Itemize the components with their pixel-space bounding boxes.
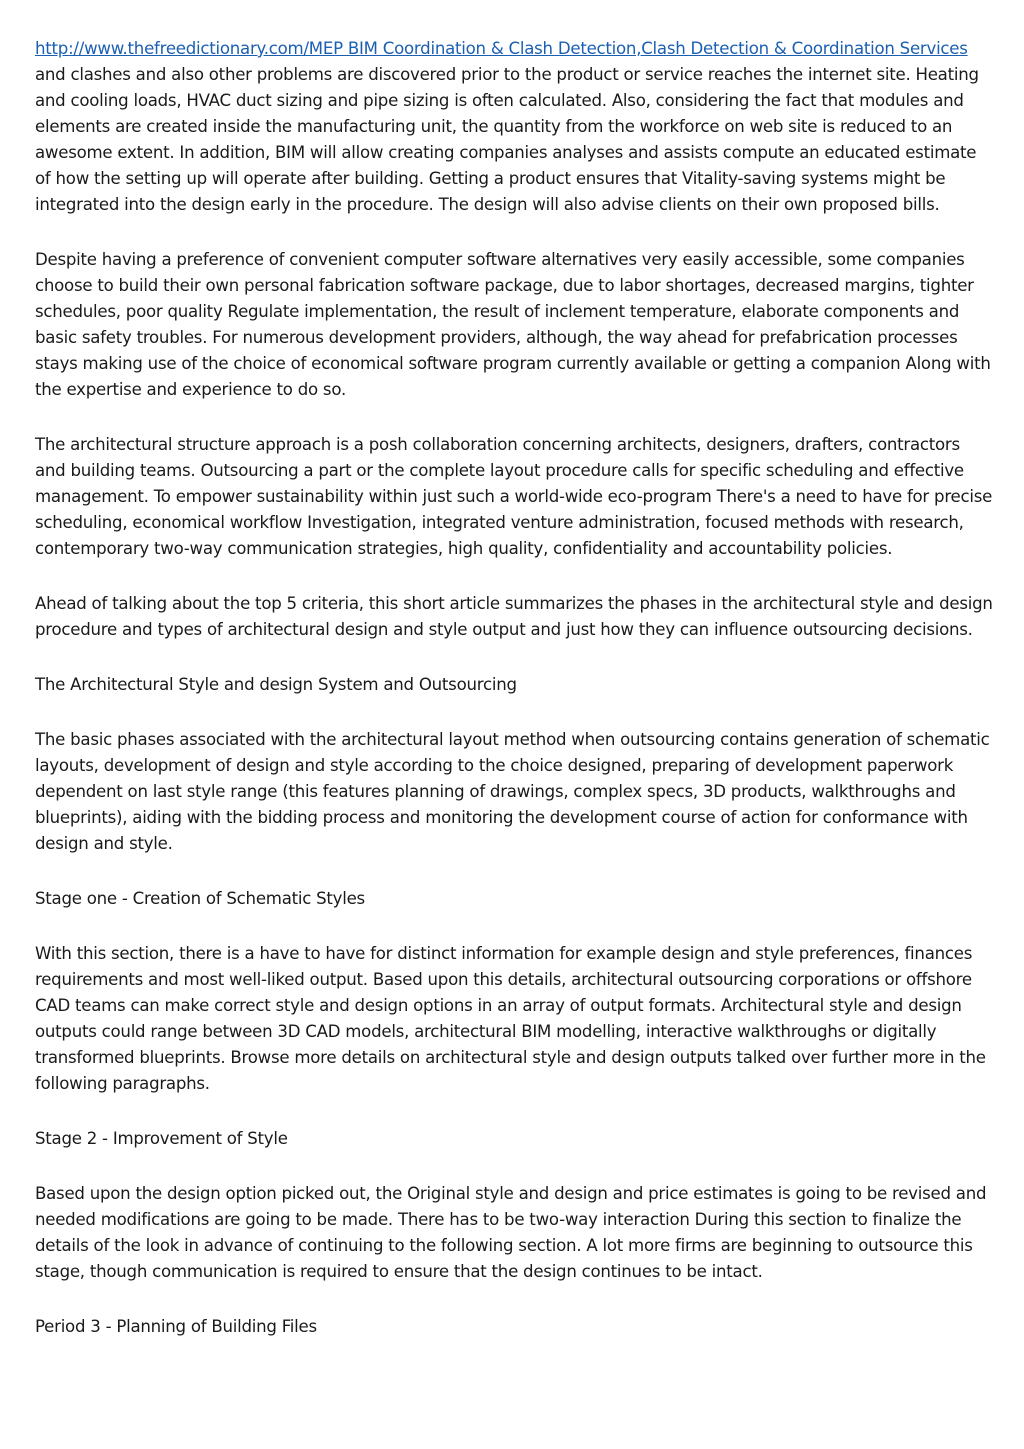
body-paragraph: Ahead of talking about the top 5 criteria, this short article summarizes the phases in the architectural style and design procedure and types of architectural design and style output and just how they can influence outsourcing decisions.: [35, 594, 993, 639]
section-heading: The Architectural Style and design System and Outsourcing: [35, 675, 517, 694]
stage-heading: Period 3 - Planning of Building Files: [35, 1317, 317, 1336]
intro-paragraph: [35, 36, 993, 218]
body-paragraph: The basic phases associated with the architectural layout method when outsourcing contains generation of schematic layouts, development of design and style according to the choice designed, preparing of development paperwork dependent on last style range (this features planning of drawings, complex specs, 3D products, walkthroughs and blueprints), aiding with the bidding process and monitoring the development course of action for conformance with design and style.: [35, 730, 990, 853]
body-paragraph: Based upon the design option picked out, the Original style and design and price estimates is going to be revised and needed modifications are going to be made. There has to be two-way interaction During this section to finalize the details of the look in advance of continuing to the following section. A lot more firms are beginning to outsource this stage, though communication is required to ensure that the design continues to be intact.: [35, 1184, 987, 1281]
body-paragraph: Despite having a preference of convenient computer software alternatives very easily accessible, some companies choose to build their own personal fabrication software package, due to labor shortages, decreased margins, tighter schedules, poor quality Regulate implementation, the result of inclement temperature, elaborate components and basic safety troubles. For numerous development providers, although, the way ahead for prefabrication processes stays making use of the choice of economical software program currently available or getting a companion Along with the expertise and experience to do so.: [35, 250, 991, 399]
stage-heading: Stage one - Creation of Schematic Styles: [35, 889, 365, 908]
document-body: [35, 36, 993, 1369]
source-link[interactable]: http://www.thefreedictionary.com/MEP BIM Coordination & Clash Detection,Clash Detection & Coordination Services: [35, 39, 968, 58]
intro-text: and clashes and also other problems are discovered prior to the product or service reaches the internet site. Heating and cooling loads, HVAC duct sizing and pipe sizing is often calculated. Also, considering the fact that modules and elements are created inside the manufacturing unit, the quantity from the workforce on web site is reduced to an awesome extent. In addition, BIM will allow creating companies analyses and assists compute an educated estimate of how the setting up will operate after building. Getting a product ensures that Vitality-saving systems might be integrated into the design early in the procedure. The design will also advise clients on their own proposed bills.: [35, 65, 979, 214]
stage-heading: Stage 2 - Improvement of Style: [35, 1129, 288, 1148]
body-paragraph: The architectural structure approach is a posh collaboration concerning architects, designers, drafters, contractors and building teams. Outsourcing a part or the complete layout procedure calls for specific scheduling and effective management. To empower sustainability within just such a world-wide eco-program There's a need to have for precise scheduling, economical workflow Investigation, integrated venture administration, focused methods with research, contemporary two-way communication strategies, high quality, confidentiality and accountability policies.: [35, 435, 993, 558]
body-paragraph: With this section, there is a have to have for distinct information for example design and style preferences, finances requirements and most well-liked output. Based upon this details, architectural outsourcing corporations or offshore CAD teams can make correct style and design options in an array of output formats. Architectural style and design outputs could range between 3D CAD models, architectural BIM modelling, interactive walkthroughs or digitally transformed blueprints. Browse more details on architectural style and design outputs talked over further more in the following paragraphs.: [35, 944, 986, 1093]
